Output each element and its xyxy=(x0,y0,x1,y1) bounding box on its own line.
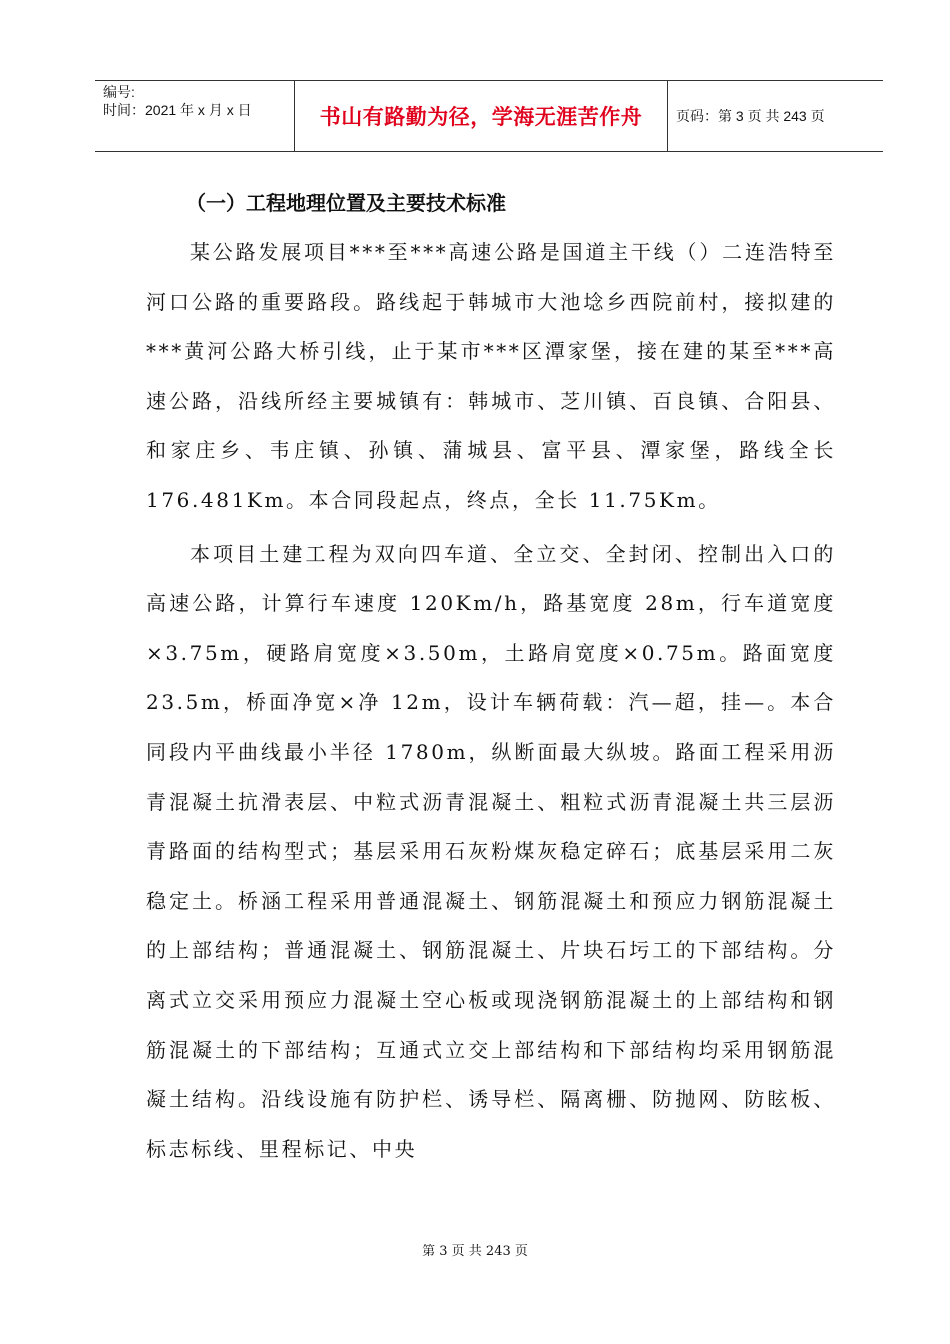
header-meta xyxy=(95,81,295,151)
section-heading: （一）工程地理位置及主要技术标准 xyxy=(186,191,506,215)
header-motto: 书山有路勤为径，学海无涯苦作舟 xyxy=(295,81,668,151)
paragraph-location: 某公路发展项目***至***高速公路是国道主干线（）二连浩特至河口公路的重要路段。路线起于韩城市大池埝乡西院前村，接拟建的***黄河公路大桥引线，止于某市***区潭家堡，接在建的某至***高速公路，沿线所经主要城镇有：韩城市、芝川镇、百良镇、合阳县、和家庄乡、韦庄镇、孙镇、蒲城县、富平县、潭家堡，路线全长 176.481Km。本合同段起点，终点，全长 11.75Km。 xyxy=(146,240,836,512)
document-body xyxy=(146,180,836,1174)
paragraph-standards: 本项目土建工程为双向四车道、全立交、全封闭、控制出入口的高速公路，计算行车速度 120Km/h，路基宽度 28m，行车道宽度×3.75m，硬路肩宽度×3.50m，土路肩宽度×0.75m。路面宽度 23.5m，桥面净宽×净 12m，设计车辆荷载：汽—超，挂—。本合同段内平曲线最小半径 1780m，纵断面最大纵坡。路面工程采用沥青混凝土抗滑表层、中粒式沥青混凝土、粗粒式沥青混凝土共三层沥青路面的结构型式；基层采用石灰粉煤灰稳定碎石；底基层采用二灰稳定土。桥涵工程采用普通混凝土、钢筋混凝土和预应力钢筋混凝土的上部结构；普通混凝土、钢筋混凝土、片块石圬工的下部结构。分离式立交采用预应力混凝土空心板或现浇钢筋混凝土的上部结构和钢筋混凝土的下部结构；互通式立交上部结构和下部结构均采用钢筋混凝土结构。沿线设施有防护栏、诱导栏、隔离栅、防抛网、防眩板、标志标线、里程标记、中央 xyxy=(146,541,836,1161)
page-footer: 第 3 页 共 243 页 xyxy=(422,1244,528,1259)
time-label: 时间：2021 年 x 月 x 日 xyxy=(103,102,252,118)
document-header xyxy=(95,80,883,152)
number-label: 编号: xyxy=(103,84,135,100)
header-page-info: 页码：第 3 页 共 243 页 xyxy=(676,108,825,124)
